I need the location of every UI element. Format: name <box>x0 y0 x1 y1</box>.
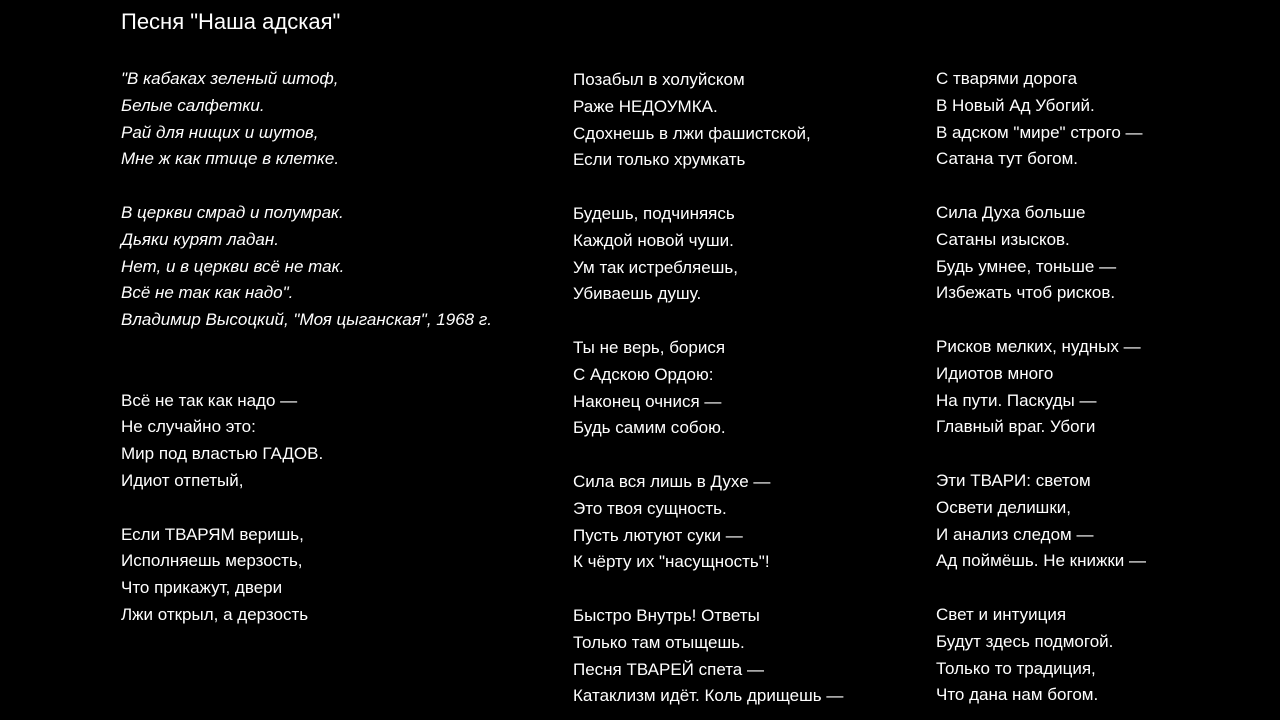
poem-line: Рай для нищих и шутов, <box>121 122 319 142</box>
poem-line: К чёрту их "насущность"! <box>573 552 770 572</box>
poem-line: Свет и интуиция <box>936 604 1067 624</box>
poem-line: Сатана тут богом. <box>936 149 1079 169</box>
poem-line: Идиотов много <box>936 363 1054 383</box>
poem-column-3 <box>936 66 1146 709</box>
epigraph-stanza <box>121 200 492 334</box>
poem-line: Пусть лютуют суки — <box>573 525 743 545</box>
poem-line: Избежать чтоб рисков. <box>936 283 1116 303</box>
poem-column-1 <box>121 66 492 629</box>
poem-stanza <box>121 388 492 495</box>
poem-line: Убиваешь душу. <box>573 284 702 304</box>
poem-line: Не случайно это: <box>121 417 256 437</box>
poem-line: Что прикажут, двери <box>121 578 283 598</box>
poem-line: Ад поймёшь. Не книжки — <box>936 551 1147 571</box>
poem-line: Если ТВАРЯМ веришь, <box>121 524 304 544</box>
poem-line: Нет, и в церкви всё не так. <box>121 256 345 276</box>
poem-line: Ты не верь, борися <box>573 337 726 357</box>
poem-line: В Новый Ад Убогий. <box>936 95 1095 115</box>
poem-line: Только там отыщешь. <box>573 632 745 652</box>
poem-line: Всё не так как надо — <box>121 390 298 410</box>
poem-line: Каждой новой чуши. <box>573 230 734 250</box>
poem-stanza <box>936 66 1146 173</box>
poem-line: Сатаны изысков. <box>936 229 1070 249</box>
poem-line: Что дана нам богом. <box>936 685 1099 705</box>
poem-line: Освети делишки, <box>936 497 1071 517</box>
poem-line: Главный враг. Убоги <box>936 417 1096 437</box>
poem-stanza <box>573 67 843 174</box>
poem-line: "В кабаках зеленый штоф, <box>121 69 339 88</box>
poem-line: Ум так истребляешь, <box>573 257 738 277</box>
poem-line: Будут здесь подмогой. <box>936 631 1114 651</box>
poem-stanza <box>573 201 843 308</box>
poem-stanza <box>573 469 843 576</box>
epigraph-stanza <box>121 66 492 173</box>
poem-line: Сила вся лишь в Духе — <box>573 471 771 491</box>
poem-line: С тварями дорога <box>936 69 1078 88</box>
poem-stanza <box>936 334 1146 441</box>
poem-line: В церкви смрад и полумрак. <box>121 202 344 222</box>
poem-stanza <box>936 602 1146 709</box>
poem-line: Наконец очнися — <box>573 391 722 411</box>
poem-line: Быстро Внутрь! Ответы <box>573 605 760 625</box>
poem-stanza <box>573 335 843 442</box>
poem-line: Песня ТВАРЕЙ спета — <box>573 659 764 679</box>
poem-line: И анализ следом — <box>936 524 1094 544</box>
poem-line: Если только хрумкать <box>573 150 746 170</box>
poem-line: Будь умнее, тоньше — <box>936 256 1117 276</box>
poem-line: Мне ж как птице в клетке. <box>121 149 340 169</box>
poem-line: Мир под властью ГАДОВ. <box>121 444 324 464</box>
poem-line: Дьяки курят ладан. <box>121 229 279 249</box>
poem-line: На пути. Паскуды — <box>936 390 1097 410</box>
poem-line: Позабыл в холуйском <box>573 70 745 89</box>
poem-line: Всё не так как надо". <box>121 283 294 303</box>
poem-stanza <box>936 200 1146 307</box>
poem-stanza <box>121 522 492 629</box>
poem-line: Лжи открыл, а дерзость <box>121 604 309 624</box>
poem-column-2 <box>573 67 843 710</box>
poem-line: Белые салфетки. <box>121 95 265 115</box>
poem-line: Раже НЕДОУМКА. <box>573 96 718 116</box>
poem-line: Рисков мелких, нудных — <box>936 336 1141 356</box>
epigraph-attribution: Владимир Высоцкий, "Моя цыганская", 1968 г. <box>121 310 492 330</box>
poem-line: Сдохнешь в лжи фашистской, <box>573 123 811 143</box>
poem-line: В адском "мире" строго — <box>936 122 1143 142</box>
poem-line: Сила Духа больше <box>936 202 1086 222</box>
page-title: Песня "Наша адская" <box>121 9 341 34</box>
poem-stanza <box>573 603 843 710</box>
poem-line: Катаклизм идёт. Коль дрищешь — <box>573 686 844 706</box>
poem-line: Будь самим собою. <box>573 418 726 438</box>
poem-line: Идиот отпетый, <box>121 470 244 490</box>
poem-line: С Адскою Ордою: <box>573 364 714 384</box>
poem-line: Это твоя сущность. <box>573 498 727 518</box>
poem-stanza <box>936 468 1146 575</box>
poem-line: Исполняешь мерзость, <box>121 551 303 571</box>
poem-line: Только то традиция, <box>936 658 1096 678</box>
poem-line: Эти ТВАРИ: светом <box>936 470 1091 490</box>
poem-line: Будешь, подчиняясь <box>573 203 735 223</box>
